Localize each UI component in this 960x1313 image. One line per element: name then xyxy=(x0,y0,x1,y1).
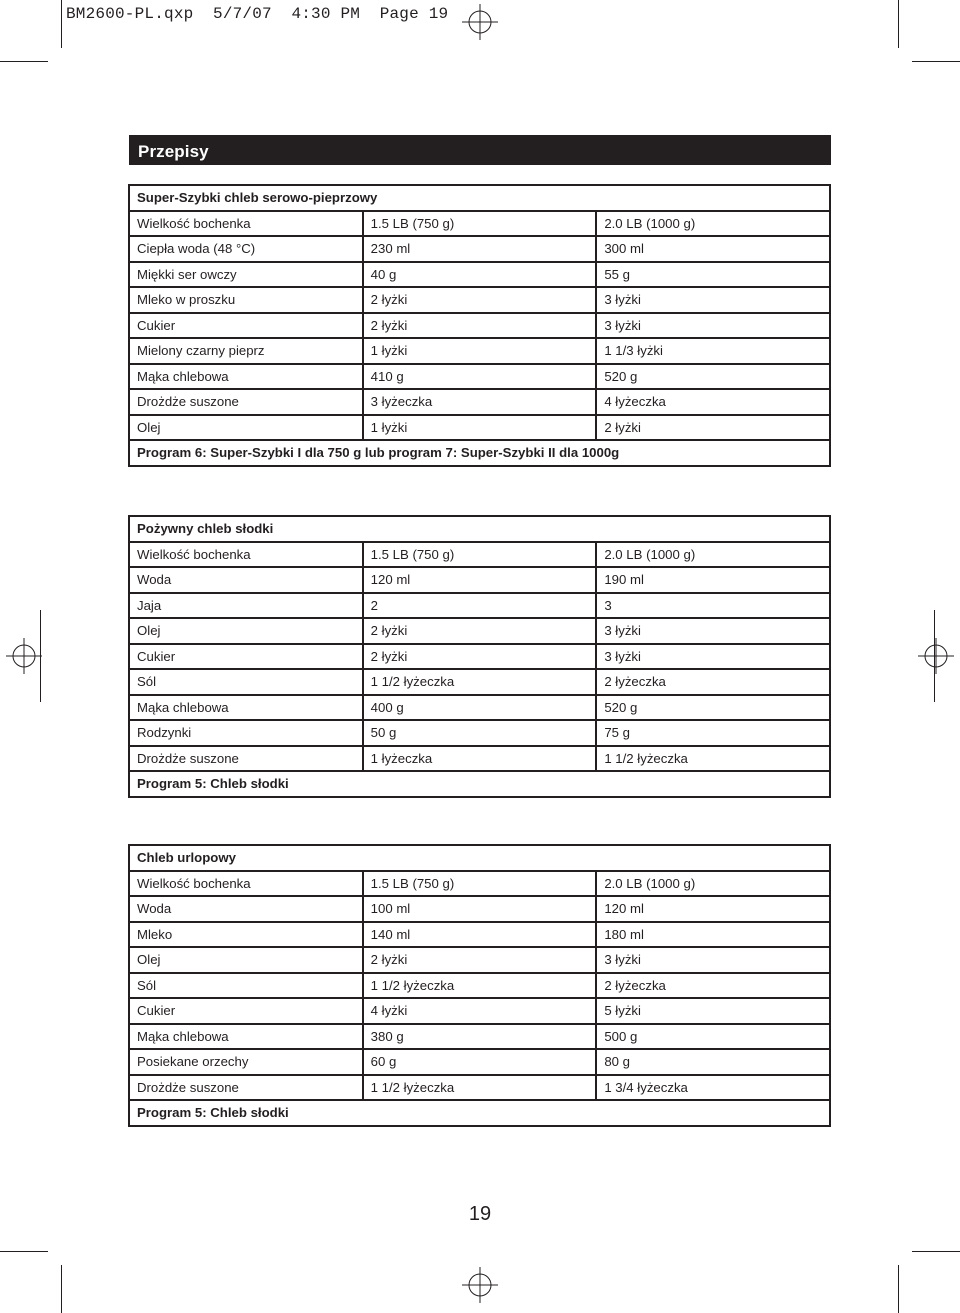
table-row xyxy=(129,287,830,313)
ingredient-amount-large: 1 1/2 łyżeczka xyxy=(596,746,830,772)
ingredient-amount-large: 55 g xyxy=(596,262,830,288)
table-row xyxy=(129,338,830,364)
recipe-title: Pożywny chleb słodki xyxy=(129,516,830,542)
loaf-size-large: 2.0 LB (1000 g) xyxy=(596,871,830,897)
ingredient-amount-large: 300 ml xyxy=(596,236,830,262)
table-row xyxy=(129,567,830,593)
table-row xyxy=(129,1024,830,1050)
table-row xyxy=(129,313,830,339)
crop-mark-top-left-v xyxy=(61,0,62,48)
ingredient-amount-large: 520 g xyxy=(596,695,830,721)
crop-mark-bottom-right-v xyxy=(898,1265,899,1313)
program-note: Program 5: Chleb słodki xyxy=(129,1100,830,1126)
ingredient-name: Olej xyxy=(129,415,363,441)
table-row xyxy=(129,618,830,644)
program-row xyxy=(129,440,830,466)
ingredient-amount-small: 1 1/2 łyżeczka xyxy=(363,973,597,999)
slug-time: 4:30 PM xyxy=(291,5,361,23)
ingredient-amount-small: 2 łyżki xyxy=(363,313,597,339)
ingredient-amount-large: 5 łyżki xyxy=(596,998,830,1024)
table-row xyxy=(129,364,830,390)
ingredient-amount-small: 1 łyżki xyxy=(363,415,597,441)
table-row xyxy=(129,415,830,441)
ingredient-name: Mleko w proszku xyxy=(129,287,363,313)
table-row xyxy=(129,871,830,897)
ingredient-amount-large: 3 łyżki xyxy=(596,313,830,339)
ingredient-amount-large: 75 g xyxy=(596,720,830,746)
ingredient-name: Drożdże suszone xyxy=(129,1075,363,1101)
loaf-size-small: 1.5 LB (750 g) xyxy=(363,542,597,568)
ingredient-amount-small: 1 1/2 łyżeczka xyxy=(363,1075,597,1101)
ingredient-amount-small: 230 ml xyxy=(363,236,597,262)
table-row xyxy=(129,542,830,568)
ingredient-name: Cukier xyxy=(129,313,363,339)
ingredient-amount-small: 50 g xyxy=(363,720,597,746)
ingredient-name: Mielony czarny pieprz xyxy=(129,338,363,364)
loaf-size-small: 1.5 LB (750 g) xyxy=(363,871,597,897)
ingredient-name: Woda xyxy=(129,896,363,922)
slug-file: BM2600-PL.qxp xyxy=(66,5,194,23)
crop-mark-top-right-h xyxy=(912,61,960,62)
table-row xyxy=(129,389,830,415)
ingredient-amount-small: 3 łyżeczka xyxy=(363,389,597,415)
slug-page: Page 19 xyxy=(379,5,449,23)
table-row xyxy=(129,998,830,1024)
table-row xyxy=(129,1075,830,1101)
ingredient-amount-small: 2 łyżki xyxy=(363,618,597,644)
loaf-size-small: 1.5 LB (750 g) xyxy=(363,211,597,237)
ingredient-name: Woda xyxy=(129,567,363,593)
registration-mark-top-icon xyxy=(462,4,498,40)
ingredient-name: Mąka chlebowa xyxy=(129,364,363,390)
ingredient-name: Posiekane orzechy xyxy=(129,1049,363,1075)
ingredient-amount-small: 2 xyxy=(363,593,597,619)
ingredient-amount-large: 2 łyżeczka xyxy=(596,973,830,999)
registration-mark-right-icon xyxy=(918,638,954,674)
registration-mark-left-icon xyxy=(6,638,42,674)
ingredient-name: Rodzynki xyxy=(129,720,363,746)
crop-mark-bottom-left-v xyxy=(61,1265,62,1313)
ingredient-amount-small: 2 łyżki xyxy=(363,287,597,313)
table-row xyxy=(129,593,830,619)
ingredient-amount-large: 4 łyżeczka xyxy=(596,389,830,415)
crop-mark-bottom-right-h xyxy=(912,1251,960,1252)
slug-date: 5/7/07 xyxy=(213,5,272,23)
recipe-title-row xyxy=(129,516,830,542)
table-row xyxy=(129,922,830,948)
program-row xyxy=(129,1100,830,1126)
ingredient-amount-small: 4 łyżki xyxy=(363,998,597,1024)
ingredient-amount-small: 1 1/2 łyżeczka xyxy=(363,669,597,695)
ingredient-amount-large: 1 1/3 łyżki xyxy=(596,338,830,364)
registration-mark-bottom-icon xyxy=(462,1267,498,1303)
ingredient-amount-small: 140 ml xyxy=(363,922,597,948)
ingredient-name: Drożdże suszone xyxy=(129,389,363,415)
ingredient-name: Mąka chlebowa xyxy=(129,695,363,721)
recipe-title: Chleb urlopowy xyxy=(129,845,830,871)
ingredient-amount-small: 1 łyżki xyxy=(363,338,597,364)
ingredient-name: Sól xyxy=(129,669,363,695)
ingredient-amount-large: 2 łyżeczka xyxy=(596,669,830,695)
crop-mark-left-mid-v xyxy=(40,610,41,702)
ingredient-amount-small: 40 g xyxy=(363,262,597,288)
ingredient-amount-large: 3 łyżki xyxy=(596,644,830,670)
crop-mark-top-right-v xyxy=(898,0,899,48)
ingredient-name: Ciepła woda (48 °C) xyxy=(129,236,363,262)
ingredient-amount-small: 60 g xyxy=(363,1049,597,1075)
table-row xyxy=(129,947,830,973)
table-row xyxy=(129,695,830,721)
loaf-size-label: Wielkość bochenka xyxy=(129,211,363,237)
recipe-table-3 xyxy=(128,844,831,1127)
recipe-table-1 xyxy=(128,184,831,467)
recipe-title: Super-Szybki chleb serowo-pieprzowy xyxy=(129,185,830,211)
ingredient-amount-small: 2 łyżki xyxy=(363,644,597,670)
ingredient-amount-large: 190 ml xyxy=(596,567,830,593)
ingredient-amount-large: 1 3/4 łyżeczka xyxy=(596,1075,830,1101)
program-note: Program 5: Chleb słodki xyxy=(129,771,830,797)
ingredient-name: Olej xyxy=(129,618,363,644)
crop-mark-top-left-h xyxy=(0,61,48,62)
ingredient-name: Cukier xyxy=(129,644,363,670)
recipe-title-row xyxy=(129,845,830,871)
section-banner xyxy=(129,135,831,165)
crop-mark-right-mid-v xyxy=(934,610,935,702)
page-number: 19 xyxy=(468,1203,492,1225)
table-row xyxy=(129,669,830,695)
ingredient-amount-large: 500 g xyxy=(596,1024,830,1050)
ingredient-amount-large: 3 łyżki xyxy=(596,287,830,313)
ingredient-amount-large: 180 ml xyxy=(596,922,830,948)
crop-mark-bottom-left-h xyxy=(0,1251,48,1252)
ingredient-amount-small: 410 g xyxy=(363,364,597,390)
program-note: Program 6: Super-Szybki I dla 750 g lub program 7: Super-Szybki II dla 1000g xyxy=(129,440,830,466)
table-row xyxy=(129,262,830,288)
table-row xyxy=(129,720,830,746)
ingredient-amount-small: 1 łyżeczka xyxy=(363,746,597,772)
section-title: Przepisy xyxy=(138,142,209,161)
ingredient-amount-large: 520 g xyxy=(596,364,830,390)
loaf-size-large: 2.0 LB (1000 g) xyxy=(596,542,830,568)
ingredient-name: Sól xyxy=(129,973,363,999)
ingredient-amount-large: 2 łyżki xyxy=(596,415,830,441)
ingredient-name: Mąka chlebowa xyxy=(129,1024,363,1050)
recipe-table-2 xyxy=(128,515,831,798)
loaf-size-label: Wielkość bochenka xyxy=(129,542,363,568)
print-slug xyxy=(66,5,448,23)
table-row xyxy=(129,644,830,670)
ingredient-amount-large: 120 ml xyxy=(596,896,830,922)
ingredient-name: Olej xyxy=(129,947,363,973)
ingredient-amount-small: 120 ml xyxy=(363,567,597,593)
ingredient-amount-large: 3 xyxy=(596,593,830,619)
ingredient-name: Cukier xyxy=(129,998,363,1024)
ingredient-name: Miękki ser owczy xyxy=(129,262,363,288)
table-row xyxy=(129,746,830,772)
ingredient-amount-small: 400 g xyxy=(363,695,597,721)
ingredient-name: Mleko xyxy=(129,922,363,948)
ingredient-amount-small: 2 łyżki xyxy=(363,947,597,973)
ingredient-name: Jaja xyxy=(129,593,363,619)
loaf-size-large: 2.0 LB (1000 g) xyxy=(596,211,830,237)
ingredient-name: Drożdże suszone xyxy=(129,746,363,772)
table-row xyxy=(129,1049,830,1075)
ingredient-amount-large: 3 łyżki xyxy=(596,618,830,644)
ingredient-amount-small: 100 ml xyxy=(363,896,597,922)
ingredient-amount-large: 80 g xyxy=(596,1049,830,1075)
program-row xyxy=(129,771,830,797)
ingredient-amount-small: 380 g xyxy=(363,1024,597,1050)
table-row xyxy=(129,211,830,237)
table-row xyxy=(129,236,830,262)
table-row xyxy=(129,973,830,999)
recipe-title-row xyxy=(129,185,830,211)
loaf-size-label: Wielkość bochenka xyxy=(129,871,363,897)
table-row xyxy=(129,896,830,922)
ingredient-amount-large: 3 łyżki xyxy=(596,947,830,973)
